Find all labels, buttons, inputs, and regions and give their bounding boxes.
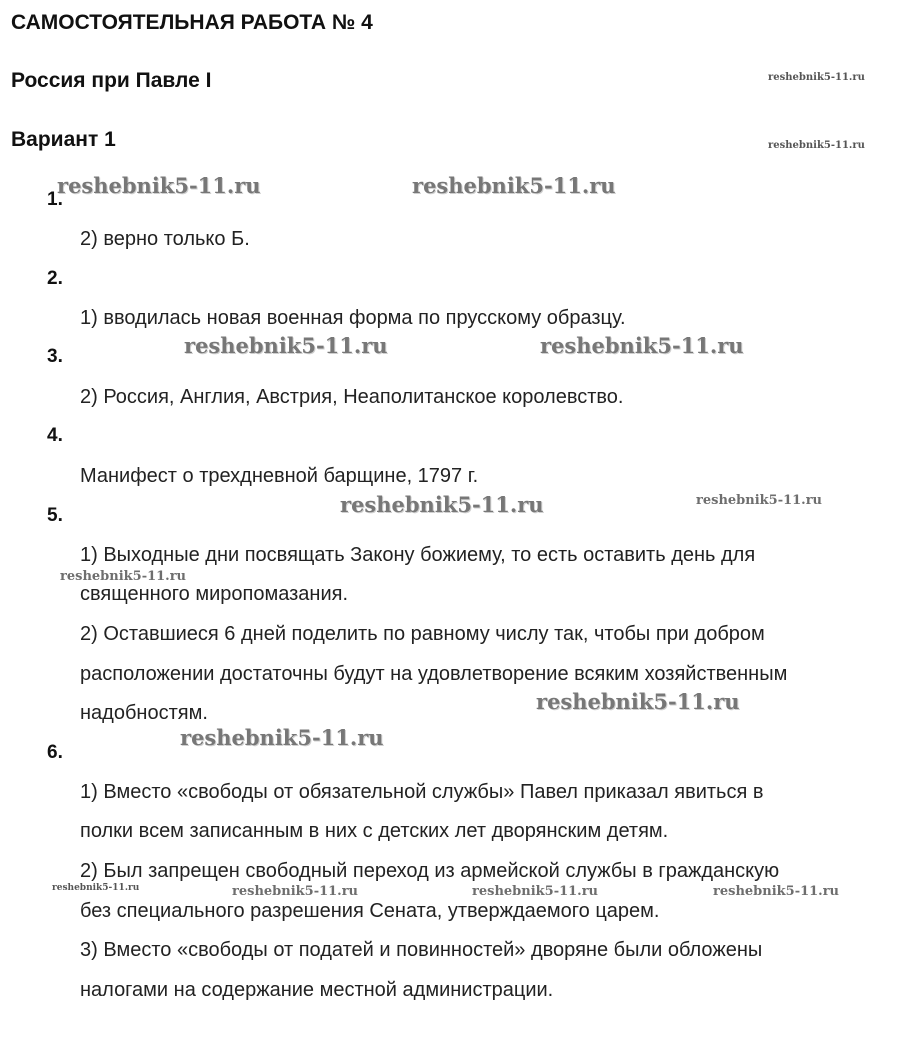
- item-number-6: 6.: [47, 742, 63, 763]
- answer-line: 2) Россия, Англия, Австрия, Неаполитанское королевство.: [80, 386, 624, 408]
- topic-heading: Россия при Павле I: [11, 69, 212, 92]
- variant-heading: Вариант 1: [11, 128, 116, 151]
- watermark: reshebnik5-11.ru: [768, 140, 865, 151]
- page-title: САМОСТОЯТЕЛЬНАЯ РАБОТА № 4: [11, 11, 373, 34]
- watermark: reshebnik5-11.ru: [180, 725, 384, 750]
- answer-line: 2) Оставшиеся 6 дней поделить по равному числу так, чтобы при добром: [80, 623, 765, 645]
- answer-line: без специального разрешения Сената, утверждаемого царем.: [80, 900, 660, 922]
- watermark: reshebnik5-11.ru: [412, 173, 616, 198]
- watermark: reshebnik5-11.ru: [540, 333, 744, 358]
- watermark: reshebnik5-11.ru: [232, 884, 359, 899]
- watermark: reshebnik5-11.ru: [472, 884, 599, 899]
- answer-line: 1) вводилась новая военная форма по прусскому образцу.: [80, 307, 626, 329]
- answer-line: надобностям.: [80, 702, 208, 724]
- answer-line: Манифест о трехдневной барщине, 1797 г.: [80, 465, 479, 487]
- watermark: reshebnik5-11.ru: [57, 173, 261, 198]
- answer-line: 1) Выходные дни посвящать Закону божиему, то есть оставить день для: [80, 544, 756, 566]
- answer-line: 2) верно только Б.: [80, 228, 250, 250]
- item-number-3: 3.: [47, 346, 63, 367]
- answer-line: полки всем записанным в них с детских лет дворянским детям.: [80, 820, 669, 842]
- watermark: reshebnik5-11.ru: [536, 689, 740, 714]
- item-number-1: 1.: [47, 189, 63, 210]
- item-number-2: 2.: [47, 268, 63, 289]
- answer-line: 1) Вместо «свободы от обязательной службы» Павел приказал явиться в: [80, 781, 764, 803]
- answer-line: 2) Был запрещен свободный переход из армейской службы в гражданскую: [80, 860, 780, 882]
- watermark: reshebnik5-11.ru: [713, 884, 840, 899]
- watermark: reshebnik5-11.ru: [184, 333, 388, 358]
- answer-line: священного миропомазания.: [80, 583, 348, 605]
- watermark: reshebnik5-11.ru: [52, 883, 140, 893]
- item-number-4: 4.: [47, 425, 63, 446]
- watermark: reshebnik5-11.ru: [60, 569, 187, 584]
- answer-line: 3) Вместо «свободы от податей и повинностей» дворяне были обложены: [80, 939, 763, 961]
- answer-line: расположении достаточны будут на удовлетворение всяким хозяйственным: [80, 663, 788, 685]
- item-number-5: 5.: [47, 505, 63, 526]
- answer-line: налогами на содержание местной администрации.: [80, 979, 554, 1001]
- watermark: reshebnik5-11.ru: [768, 72, 865, 83]
- watermark: reshebnik5-11.ru: [696, 493, 823, 508]
- watermark: reshebnik5-11.ru: [340, 492, 544, 517]
